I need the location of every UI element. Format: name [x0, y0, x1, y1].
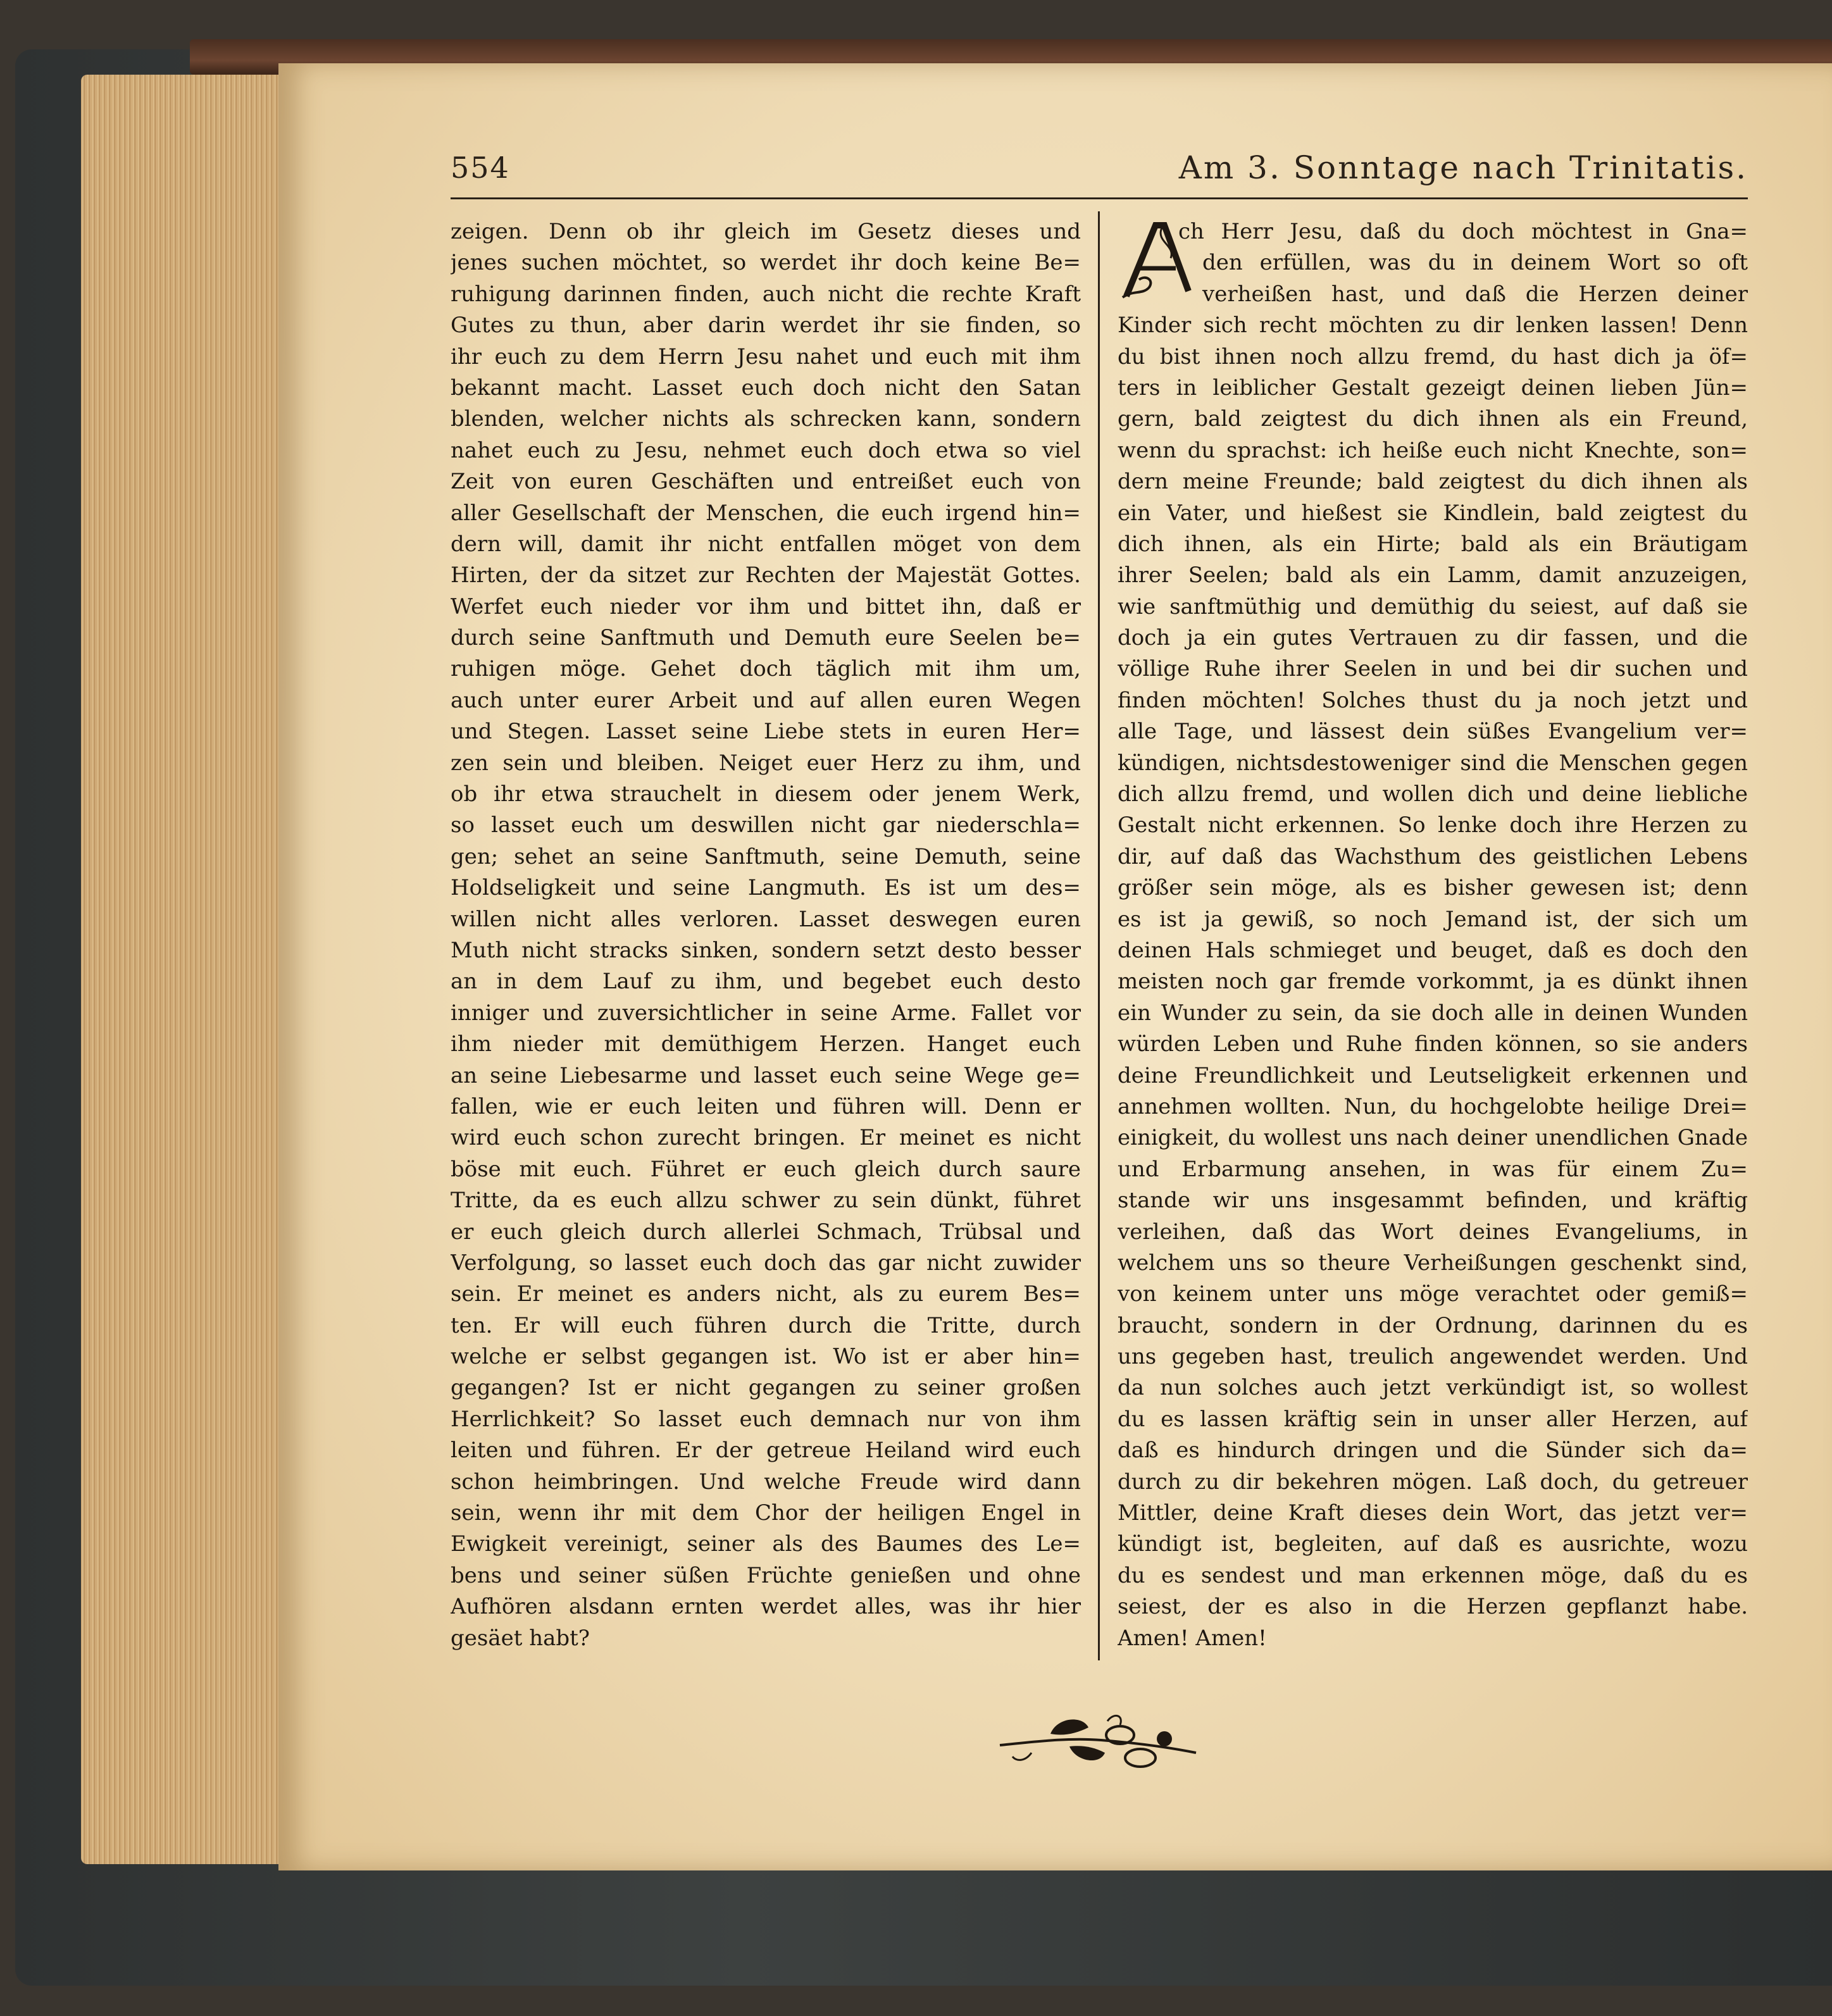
text-line: Kinder sich recht möchten zu dir lenken lassen! Denn: [1118, 313, 1748, 339]
text-line: an seine Liebesarme und lasset euch seine Wege ge=: [451, 1062, 1081, 1088]
text-line: jenes suchen möchtet, so werdet ihr doch keine Be=: [451, 250, 1081, 276]
text-line: durch seine Sanftmuth und Demuth eure Seelen be=: [451, 625, 1081, 651]
text-line: schon heimbringen. Und welche Freude wird dann: [451, 1469, 1081, 1495]
text-line: ihrer Seelen; bald als ein Lamm, damit anzuzeigen,: [1118, 563, 1748, 588]
text-line: durch zu dir bekehren mögen. Laß doch, du getreuer: [1118, 1469, 1748, 1495]
text-line: er euch gleich durch allerlei Schmach, Trübsal und: [451, 1219, 1081, 1245]
text-line: doch ja ein gutes Vertrauen zu dir fassen, und die: [1118, 625, 1748, 651]
text-line: willen nicht alles verloren. Lasset deswegen euren: [451, 906, 1081, 932]
text-line: blenden, welcher nichts als schrecken kann, sondern: [451, 406, 1081, 432]
header-rule: [451, 197, 1748, 199]
text-line: dir, auf daß das Wachsthum des geistlichen Lebens: [1118, 843, 1748, 869]
text-line: ein Wunder zu sein, da sie doch alle in deinen Wunden: [1118, 1000, 1748, 1026]
text-line: gegangen? Ist er nicht gegangen zu seiner großen: [451, 1375, 1081, 1401]
text-line: du es lassen kräftig sein in unser aller Herzen, auf: [1118, 1406, 1748, 1432]
text-line: böse mit euch. Führet er euch gleich durch saure: [451, 1156, 1081, 1182]
text-line: du es sendest und man erkennen möge, daß du es: [1118, 1562, 1748, 1588]
text-line: Tritte, da es euch allzu schwer zu sein dünkt, führet: [451, 1188, 1081, 1214]
text-line: nahet euch zu Jesu, nehmet euch doch etwa so viel: [451, 437, 1081, 463]
text-line: es ist ja gewiß, so noch Jemand ist, der sich um: [1118, 906, 1748, 932]
text-line: ob ihr etwa strauchelt in diesem oder jenem Werk,: [451, 781, 1081, 807]
text-line: ihr euch zu dem Herrn Jesu nahet und euch mit ihm: [451, 344, 1081, 370]
text-line: ein Vater, und hießest sie Kindlein, bald zeigtest du: [1118, 500, 1748, 526]
text-line: auch unter eurer Arbeit und auf allen euren Wegen: [451, 687, 1081, 713]
text-line: würden Leben und Ruhe finden können, so sie anders: [1118, 1031, 1748, 1057]
text-line: welchem uns so theure Verheißungen geschenkt sind,: [1118, 1250, 1748, 1276]
text-line: braucht, sondern in der Ordnung, darinnen du es: [1118, 1312, 1748, 1338]
text-line: Hirten, der da sitzet zur Rechten der Majestät Gottes.: [451, 563, 1081, 588]
text-line: ruhigen möge. Gehet doch täglich mit ihm um,: [451, 656, 1081, 682]
text-line: wird euch schon zurecht bringen. Er meinet es nicht: [451, 1125, 1081, 1151]
text-line: wenn du sprachst: ich heiße euch nicht Knechte, son=: [1118, 437, 1748, 463]
text-line: und Erbarmung ansehen, in was für einem Zu=: [1118, 1156, 1748, 1182]
text-line: Verfolgung, so lasset euch doch das gar nicht zuwider: [451, 1250, 1081, 1276]
text-line: uns gegeben hast, treulich angewendet werden. Und: [1118, 1344, 1748, 1370]
floral-ornament: [994, 1708, 1202, 1778]
text-line: ch Herr Jesu, daß du doch möchtest in Gna=: [1178, 219, 1748, 244]
text-line: Zeit von euren Geschäften und entreißet euch von: [451, 469, 1081, 495]
running-title: Am 3. Sonntage nach Trinitatis.: [1178, 149, 1748, 186]
text-line: größer sein möge, als es bisher gewesen ist; denn: [1118, 875, 1748, 901]
text-line: den erfüllen, was du in deinem Wort so oft: [1202, 250, 1748, 276]
text-line: verheißen hast, und daß die Herzen deiner: [1202, 281, 1748, 307]
text-line: gern, bald zeigtest du dich ihnen als ein Freund,: [1118, 406, 1748, 432]
text-line: Aufhören alsdann ernten werdet alles, was ihr hier: [451, 1594, 1081, 1620]
text-line: annehmen wollten. Nun, du hochgelobte heilige Drei=: [1118, 1093, 1748, 1119]
text-line: ten. Er will euch führen durch die Tritte, durch: [451, 1312, 1081, 1338]
text-line: Gutes zu thun, aber darin werdet ihr sie finden, so: [451, 313, 1081, 339]
text-line: Ewigkeit vereinigt, seiner als des Baumes des Le=: [451, 1531, 1081, 1557]
text-line: kündigt ist, begleiten, auf daß es ausrichte, wozu: [1118, 1531, 1748, 1557]
right-column: [1118, 216, 1748, 1654]
text-line: leiten und führen. Er der getreue Heiland wird euch: [451, 1438, 1081, 1464]
text-line: Muth nicht stracks sinken, sondern setzt desto besser: [451, 937, 1081, 963]
text-line: zen sein und bleiben. Neiget euer Herz zu ihm, und: [451, 750, 1081, 776]
text-line: dich allzu fremd, und wollen dich und deine liebliche: [1118, 781, 1748, 807]
text-line: fallen, wie er euch leiten und führen will. Denn er: [451, 1093, 1081, 1119]
page-number: 554: [451, 151, 510, 185]
page-edges: [81, 75, 296, 1864]
text-line: gen; sehet an seine Sanftmuth, seine Demuth, seine: [451, 843, 1081, 869]
column-divider: [1098, 211, 1100, 1660]
text-line: von keinem unter uns möge verachtet oder gemiß=: [1118, 1281, 1748, 1307]
text-line: ihm nieder mit demüthigem Herzen. Hanget euch: [451, 1031, 1081, 1057]
text-line: deine Freundlichkeit und Leutseligkeit erkennen und: [1118, 1062, 1748, 1088]
text-line: sein, wenn ihr mit dem Chor der heiligen Engel in: [451, 1500, 1081, 1526]
text-line: sein. Er meinet es anders nicht, als zu eurem Bes=: [451, 1281, 1081, 1307]
text-line: bens und seiner süßen Früchte genießen und ohne: [451, 1562, 1081, 1588]
text-line: welche er selbst gegangen ist. Wo ist er aber hin=: [451, 1344, 1081, 1370]
text-line: einigkeit, du wollest uns nach deiner unendlichen Gnade: [1118, 1125, 1748, 1151]
text-line: Gestalt nicht erkennen. So lenke doch ihre Herzen zu: [1118, 812, 1748, 838]
text-line: Mittler, deine Kraft dieses dein Wort, das jetzt ver=: [1118, 1500, 1748, 1526]
text-line: du bist ihnen noch allzu fremd, du hast dich ja öf=: [1118, 344, 1748, 370]
text-line: Amen! Amen!: [1118, 1625, 1267, 1651]
text-line: kündigen, nichtsdestoweniger sind die Menschen gegen: [1118, 750, 1748, 776]
text-line: und Stegen. Lasset seine Liebe stets in euren Her=: [451, 719, 1081, 745]
text-line: bekannt macht. Lasset euch doch nicht den Satan: [451, 375, 1081, 401]
left-column: [451, 216, 1081, 1654]
drop-cap-a: [1118, 216, 1197, 308]
text-line: ters in leiblicher Gestalt gezeigt deinen lieben Jün=: [1118, 375, 1748, 401]
text-line: Werfet euch nieder vor ihm und bittet ihn, daß er: [451, 594, 1081, 619]
text-line: finden möchten! Solches thust du ja noch jetzt und: [1118, 687, 1748, 713]
text-line: an in dem Lauf zu ihm, und begebet euch desto: [451, 969, 1081, 995]
text-line: zeigen. Denn ob ihr gleich im Gesetz dieses und: [451, 219, 1081, 244]
text-line: ruhigung darinnen finden, auch nicht die rechte Kraft: [451, 281, 1081, 307]
text-line: Holdseligkeit und seine Langmuth. Es ist um des=: [451, 875, 1081, 901]
text-line: stande wir uns insgesammt befinden, und kräftig: [1118, 1188, 1748, 1214]
text-line: völlige Ruhe ihrer Seelen in und bei dir suchen und: [1118, 656, 1748, 682]
text-line: verleihen, daß das Wort deines Evangeliums, in: [1118, 1219, 1748, 1245]
text-line: alle Tage, und lässest dein süßes Evangelium ver=: [1118, 719, 1748, 745]
text-line: daß es hindurch dringen und die Sünder sich da=: [1118, 1438, 1748, 1464]
text-line: deinen Hals schmieget und beuget, daß es doch den: [1118, 937, 1748, 963]
text-line: meisten noch gar fremde vorkommt, ja es dünkt ihnen: [1118, 969, 1748, 995]
text-line: da nun solches auch jetzt verkündigt ist, so wollest: [1118, 1375, 1748, 1401]
running-header: [451, 147, 1748, 192]
text-line: dich ihnen, als ein Hirte; bald als ein Bräutigam: [1118, 531, 1748, 557]
text-line: dern will, damit ihr nicht entfallen möget von dem: [451, 531, 1081, 557]
text-line: gesäet habt?: [451, 1625, 590, 1651]
text-line: wie sanftmüthig und demüthig du seiest, auf daß sie: [1118, 594, 1748, 619]
text-line: inniger und zuversichtlicher in seine Arme. Fallet vor: [451, 1000, 1081, 1026]
text-line: seiest, der es also in die Herzen gepflanzt habe.: [1118, 1594, 1748, 1620]
text-line: so lasset euch um deswillen nicht gar niederschla=: [451, 812, 1081, 838]
text-line: Herrlichkeit? So lasset euch demnach nur von ihm: [451, 1406, 1081, 1432]
text-line: dern meine Freunde; bald zeigtest du dich ihnen als: [1118, 469, 1748, 495]
text-line: aller Gesellschaft der Menschen, die euch irgend hin=: [451, 500, 1081, 526]
